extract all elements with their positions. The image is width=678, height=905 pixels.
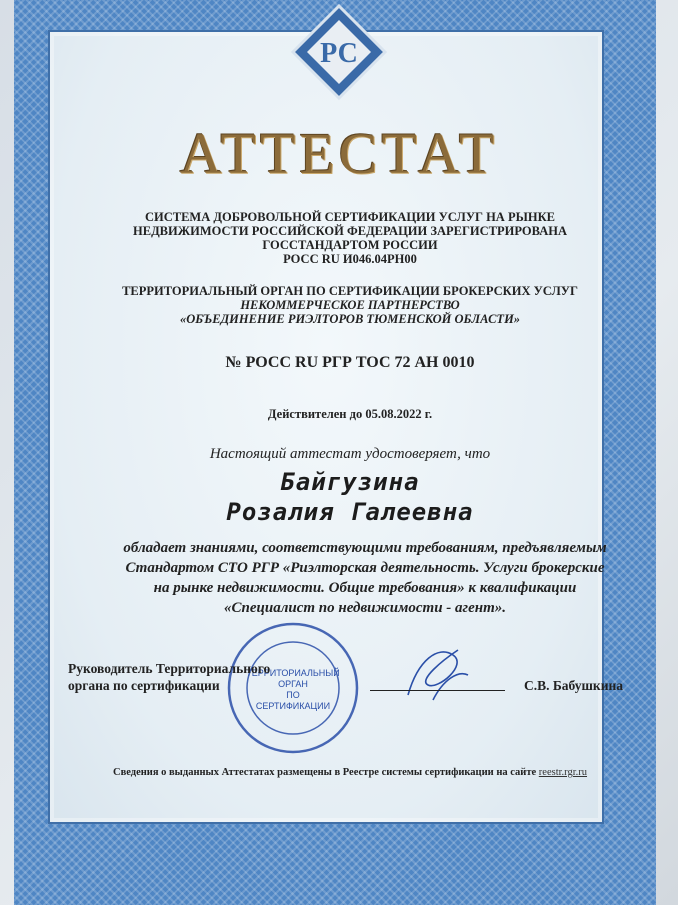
seal-line: СЕРТИФИКАЦИИ (255, 701, 331, 711)
intro-text: Настоящий аттестат удостоверяет, что (209, 446, 491, 462)
holder-given-names: Розалия Галеевна (226, 498, 474, 526)
qualification-text (85, 538, 645, 618)
registration-number: РОСС RU И046.04РН00 (283, 252, 417, 266)
registry-note (50, 767, 650, 778)
certification-logo (289, 2, 389, 102)
organ-block (70, 284, 630, 326)
system-line: НЕДВИЖИМОСТИ РОССИЙСКОЙ ФЕДЕРАЦИИ ЗАРЕГИСТРИРОВАНА (133, 224, 567, 238)
handwritten-signature (398, 640, 478, 710)
system-line: ГОССТАНДАРТОМ РОССИИ (262, 238, 438, 252)
certificate-number: № РОСС RU РГР ТОС 72 АН 0010 (225, 354, 475, 371)
holder-surname: Байгузина (280, 468, 420, 496)
logo-letters: РС (320, 38, 358, 69)
qualification-line: на рынке недвижимости. Общие требования» к квалификации (153, 580, 577, 596)
qualification-line: Стандартом СТО РГР «Риэлторская деятельность. Услуги брокерские (125, 560, 605, 576)
registry-link[interactable]: reestr.rgr.ru (538, 767, 588, 778)
certificate-title: АТТЕСТАТ (179, 121, 499, 186)
qualification-line: обладает знаниями, соответствующими требованиям, предъявляемым (123, 540, 607, 556)
registry-note-text: Сведения о выданных Аттестатах размещены в Реестре системы сертификации на сайте (112, 767, 537, 778)
organ-line: ТЕРРИТОРИАЛЬНЫЙ ОРГАН ПО СЕРТИФИКАЦИИ БРОКЕРСКИХ УСЛУГ (122, 284, 578, 298)
system-line: СИСТЕМА ДОБРОВОЛЬНОЙ СЕРТИФИКАЦИИ УСЛУГ НА РЫНКЕ (144, 210, 555, 224)
valid-until: Действителен до 05.08.2022 г. (267, 407, 433, 421)
seal-line: ПО (286, 690, 300, 700)
signatory-title (68, 660, 318, 694)
partnership-line: НЕКОММЕРЧЕСКОЕ ПАРТНЕРСТВО (240, 298, 460, 312)
signature-line (370, 690, 505, 691)
signatory-title-line: органа по сертификации (68, 678, 220, 693)
association-name: «ОБЪЕДИНЕНИЕ РИЭЛТОРОВ ТЮМЕНСКОЙ ОБЛАСТИ» (179, 312, 521, 326)
seal-line: ТЕРРИТОРИАЛЬНЫЙ (246, 668, 340, 678)
seal-line: ОРГАН (278, 679, 308, 689)
qualification-line: «Специалист по недвижимости - агент». (224, 600, 506, 616)
signatory-name: С.В. Бабушкина (524, 678, 624, 693)
signatory-title-line: Руководитель Территориального (68, 661, 271, 676)
system-block (70, 210, 630, 266)
